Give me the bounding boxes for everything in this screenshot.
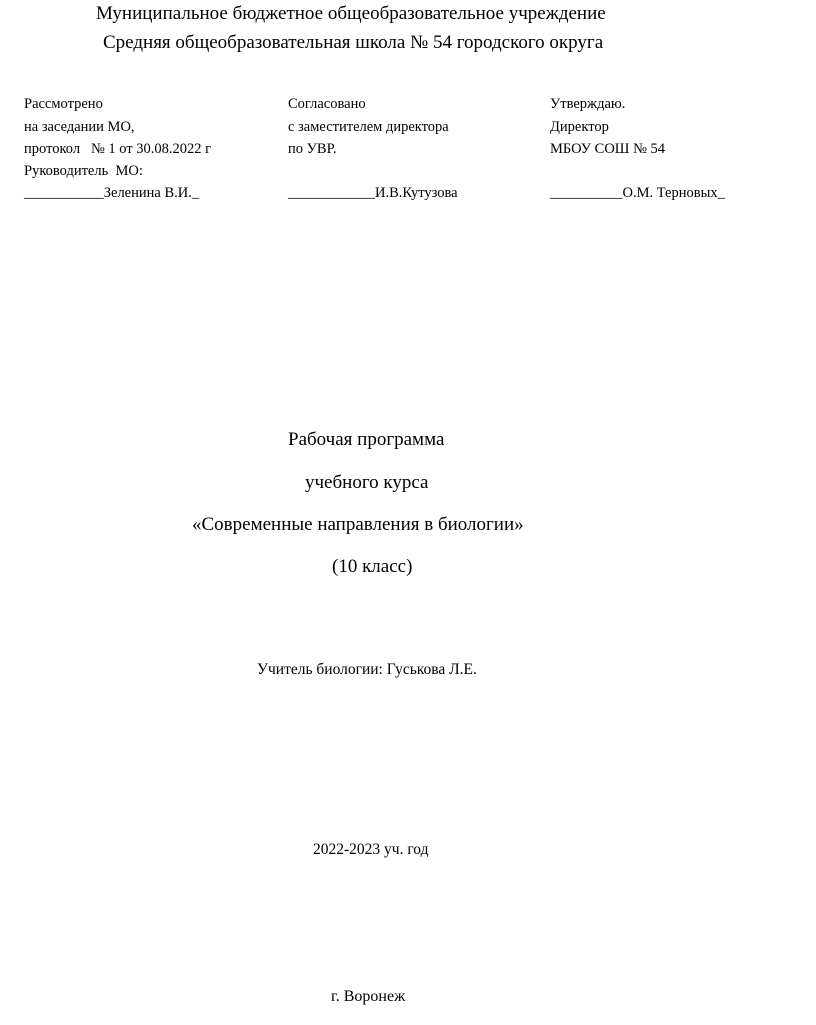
approved-school: МБОУ СОШ № 54: [550, 141, 666, 157]
approved-label: Утверждаю.: [550, 96, 626, 112]
approved-director: Директор: [550, 119, 609, 135]
course-name: «Современные направления в биологии»: [192, 514, 524, 535]
teacher-line: Учитель биологии: Гуськова Л.Е.: [257, 661, 477, 678]
agreed-deputy: с заместителем директора: [288, 119, 449, 135]
agreed-signature: ____________И.В.Кутузова: [288, 185, 458, 201]
reviewed-protocol: протокол № 1 от 30.08.2022 г: [24, 141, 212, 157]
agreed-label: Согласовано: [288, 96, 366, 112]
city: г. Воронеж: [331, 988, 406, 1005]
approved-signature: __________О.М. Терновых_: [550, 185, 725, 201]
school-name-line1: Муниципальное бюджетное общеобразовательное учреждение: [96, 3, 606, 24]
course-label: учебного курса: [305, 472, 429, 493]
reviewed-head: Руководитель МО:: [24, 163, 143, 179]
reviewed-label: Рассмотрено: [24, 96, 103, 112]
grade-label: (10 класс): [332, 556, 413, 577]
school-name-line2: Средняя общеобразовательная школа № 54 городского округа: [103, 32, 604, 53]
reviewed-meeting: на заседании МО,: [24, 119, 135, 135]
agreed-dept: по УВР.: [288, 141, 337, 157]
academic-year: 2022-2023 уч. год: [313, 841, 429, 858]
program-title: Рабочая программа: [288, 429, 445, 450]
reviewed-signature: ___________Зеленина В.И._: [24, 185, 200, 201]
